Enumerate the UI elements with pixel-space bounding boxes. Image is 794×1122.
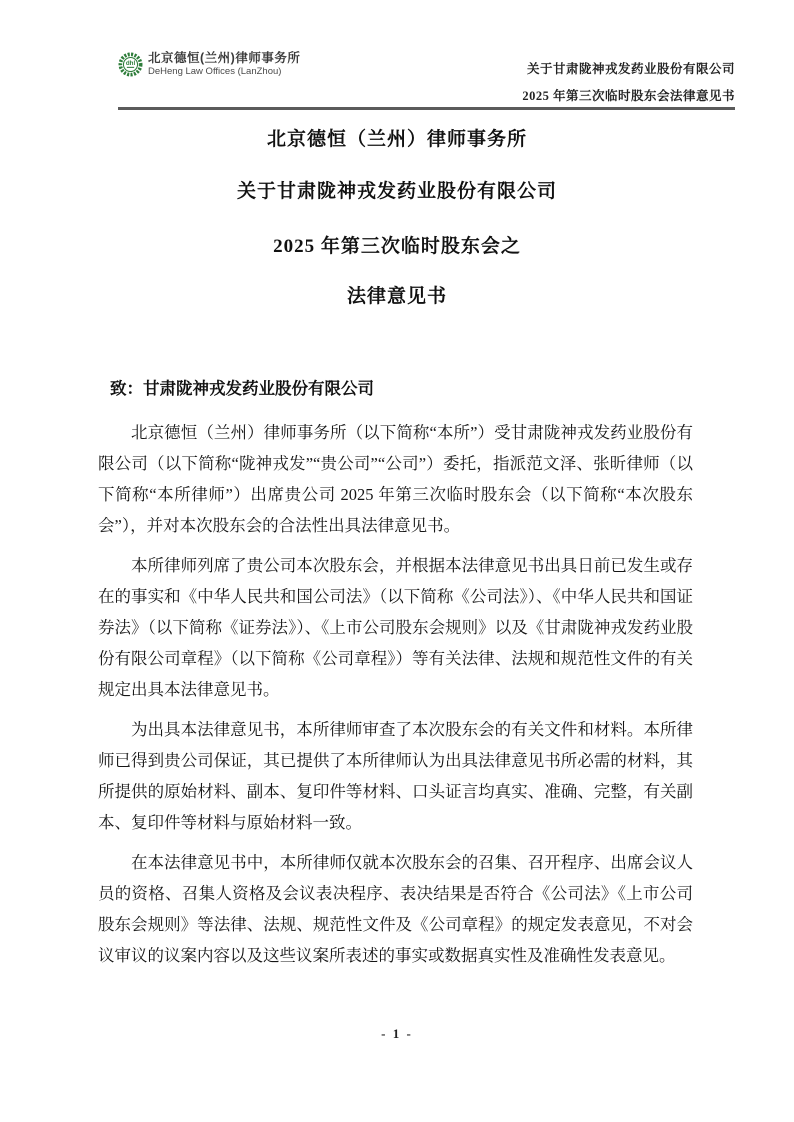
- title-firm-name: 北京德恒（兰州）律师事务所: [266, 129, 527, 150]
- page-number: - 1 -: [381, 1026, 413, 1041]
- paragraph-materials-review: 为出具本法律意见书，本所律师审查了本次股东会的有关文件和材料。本所律师已得到贵公司保证，其已提供了本所律师认为出具法律意见书所必需的材料，其所提供的原始材料、副本、复印件等材料、口头证言均真实、准确、完整，有关副本、复印件等材料与原始材料一致。: [98, 720, 693, 832]
- svg-text:dhl: dhl: [125, 60, 136, 68]
- firm-name-en: DeHeng Law Offices (LanZhou): [148, 66, 282, 77]
- paragraph-legal-basis: 本所律师列席了贵公司本次股东会，并根据本法律意见书出具日前已发生或存在的事实和《中华人民共和国公司法》（以下简称《公司法》）、《中华人民共和国证券法》（以下简称《证券法》）、《上市公司股东会规则》以及《甘肃陇神戎发药业股份有限公司章程》（以下简称《公司章程》）等有关法律、法规和规范性文件的有关规定出具本法律意见书。: [98, 556, 693, 699]
- document-body: [98, 373, 693, 980]
- running-header-line2: 2025 年第三次临时股东会法律意见书: [522, 89, 735, 103]
- firm-name-cn: 北京德恒(兰州)律师事务所: [148, 51, 301, 65]
- running-header: [522, 56, 735, 110]
- paragraph-engagement: 北京德恒（兰州）律师事务所（以下简称“本所”）受甘肃陇神戎发药业股份有限公司（以下简称“陇神戎发”“贵公司”“公司”）委托，指派范文泽、张昕律师（以下简称“本所律师”）出席贵公司 2025 年第三次临时股东会（以下简称“本次股东会”），并对本次股东会的合法性出具法律意见书。: [98, 423, 693, 535]
- title-meeting-name: 2025 年第三次临时股东会之: [273, 236, 521, 257]
- header-divider: [118, 107, 735, 110]
- paragraph-scope-of-opinion: 在本法律意见书中，本所律师仅就本次股东会的召集、召开程序、出席会议人员的资格、召集人资格及会议表决程序、表决结果是否符合《公司法》《上市公司股东会规则》等法律、法规、规范性文件及《公司章程》的规定发表意见，不对会议审议的议案内容以及这些议案所表述的事实或数据真实性及准确性发表意见。: [98, 853, 693, 965]
- title-company-name: 关于甘肃陇神戎发药业股份有限公司: [236, 181, 557, 202]
- title-doc-type: 法律意见书: [346, 286, 447, 307]
- firm-logo: [118, 51, 300, 78]
- deheng-emblem-icon: [118, 52, 143, 77]
- running-header-line1: 关于甘肃陇神戎发药业股份有限公司: [526, 62, 735, 76]
- firm-logo-text: [148, 51, 300, 78]
- salutation-line: 致：甘肃陇神戎发药业股份有限公司: [110, 379, 374, 398]
